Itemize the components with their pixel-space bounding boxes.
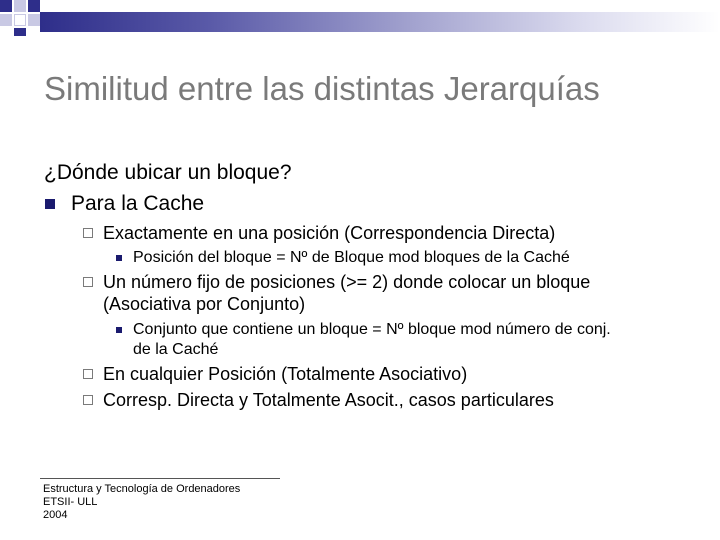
decor-square [14, 28, 26, 36]
footer-year: 2004 [43, 509, 68, 521]
slide-title: Similitud entre las distintas Jerarquías [44, 70, 600, 107]
footer [43, 483, 240, 522]
question-text: ¿Dónde ubicar un bloque? [44, 161, 292, 184]
footer-course: Estructura y Tecnología de Ordenadores [43, 483, 241, 495]
decor-square [0, 0, 12, 12]
list-item: En cualquier Posición (Totalmente Asociativo) [103, 364, 468, 384]
sub-list-item-line2: de la Caché [133, 341, 219, 358]
square-bullet-icon [116, 327, 122, 333]
sub-list-item-line1: Conjunto que contiene un bloque = Nº bloque mod número de conj. [133, 321, 611, 338]
header-gradient-bar [40, 12, 720, 32]
footer-institution: ETSII- ULL [43, 496, 98, 508]
footer-divider [40, 478, 280, 479]
sub-list-item: Posición del bloque = Nº de Bloque mod bloques de la Caché [133, 249, 570, 266]
decor-square [0, 14, 12, 26]
list-item: Corresp. Directa y Totalmente Asocit., casos particulares [103, 390, 554, 410]
square-bullet-icon [45, 199, 55, 209]
list-item-line2: (Asociativa por Conjunto) [103, 294, 306, 314]
decor-square [14, 14, 26, 26]
level1-text: Para la Cache [71, 192, 205, 215]
square-bullet-icon [116, 255, 122, 261]
hollow-square-bullet-icon [83, 277, 93, 287]
decor-square [14, 0, 26, 12]
hollow-square-bullet-icon [83, 369, 93, 379]
list-item-line1: Un número fijo de posiciones (>= 2) donde colocar un bloque [103, 272, 591, 292]
decor-square [28, 0, 40, 12]
hollow-square-bullet-icon [83, 228, 93, 238]
header-decoration [0, 0, 720, 36]
decor-square [28, 14, 40, 26]
list-item: Exactamente en una posición (Correspondencia Directa) [103, 223, 556, 243]
hollow-square-bullet-icon [83, 395, 93, 405]
